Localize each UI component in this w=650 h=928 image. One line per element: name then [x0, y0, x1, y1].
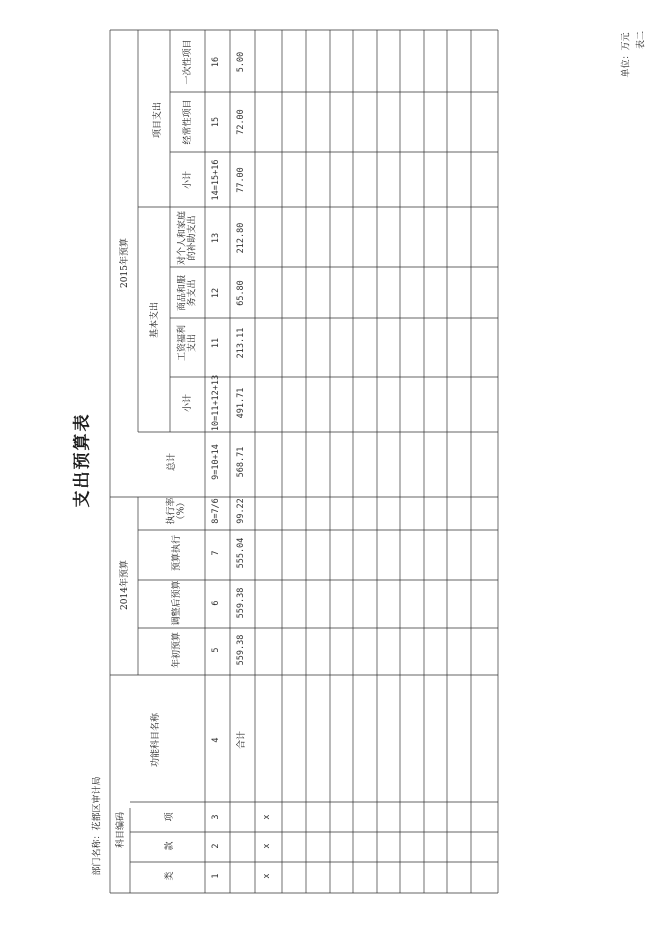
table-number: 表二 [636, 30, 647, 50]
total-budget-execution: 555.04 [236, 537, 247, 569]
index-cell: 4 [211, 737, 222, 743]
header-total: 总计 [166, 452, 177, 472]
index-cell: 1 [211, 873, 222, 879]
x-mark: x [262, 873, 273, 879]
index-cell: 14=15+16 [211, 159, 222, 201]
index-cell: 5 [211, 647, 222, 653]
index-cell: 13 [211, 232, 222, 244]
index-cell: 15 [211, 116, 222, 128]
header-budget-execution: 预算执行 [171, 534, 182, 572]
unit-label: 单位：万元 [621, 32, 632, 78]
header-kuan: 款 [164, 841, 175, 851]
index-cell: 2 [211, 843, 222, 849]
department-name: 部门名称：花都区审计局 [92, 776, 103, 876]
header-one-time-project: 一次性项目 [182, 39, 193, 85]
index-cell: 7 [211, 550, 222, 556]
header-execution-rate: 执行率 （%） [166, 497, 187, 525]
total-basic-subtotal: 491.71 [236, 387, 247, 419]
header-goods-services: 商品和服 务支出 [177, 274, 198, 312]
header-recurring-project: 经常性项目 [182, 99, 193, 145]
header-budget-2014: 2014年预算 [119, 560, 130, 610]
header-subsidies: 对个人和家庭 的补助支出 [177, 210, 198, 266]
header-project-expenditure: 项目支出 [152, 101, 163, 139]
total-project-subtotal: 77.00 [236, 167, 247, 193]
header-lei: 类 [164, 871, 175, 881]
index-cell: 6 [211, 600, 222, 606]
x-mark: x [262, 843, 273, 849]
header-basic-subtotal: 小计 [182, 393, 193, 413]
total-subsidies: 212.80 [236, 222, 247, 254]
header-budget-2015: 2015年预算 [119, 238, 130, 288]
index-cell: 11 [211, 337, 222, 349]
index-cell: 16 [211, 56, 222, 68]
x-mark: x [262, 814, 273, 820]
total-row-name: 合计 [236, 730, 247, 750]
total-execution-rate: 99.22 [236, 498, 247, 524]
header-xiang: 项 [164, 812, 175, 822]
total-adjusted-budget: 559.38 [236, 587, 247, 619]
page-title: 支出预算表 [72, 412, 93, 508]
header-basic-expenditure: 基本支出 [149, 301, 160, 339]
header-adjusted-budget: 调整后预算 [171, 580, 182, 626]
total-initial-budget: 559.38 [236, 634, 247, 666]
total-goods-services: 65.80 [236, 280, 247, 306]
header-project-subtotal: 小计 [182, 170, 193, 190]
total-salary-welfare: 213.11 [236, 327, 247, 359]
header-subject-name: 功能科目名称 [150, 712, 161, 768]
total-recurring-project: 72.00 [236, 109, 247, 135]
total-one-time-project: 5.00 [236, 51, 247, 73]
index-cell: 3 [211, 814, 222, 820]
total-total: 568.71 [236, 446, 247, 478]
header-initial-budget: 年初预算 [171, 631, 182, 669]
index-cell: 9=10+14 [211, 444, 222, 480]
index-cell: 8=7/6 [211, 498, 222, 524]
index-cell: 12 [211, 287, 222, 299]
header-subject-code: 科目编码 [115, 811, 126, 849]
index-cell: 10=11+12+13 [211, 374, 222, 432]
header-salary-welfare: 工资福利 支出 [177, 324, 198, 362]
